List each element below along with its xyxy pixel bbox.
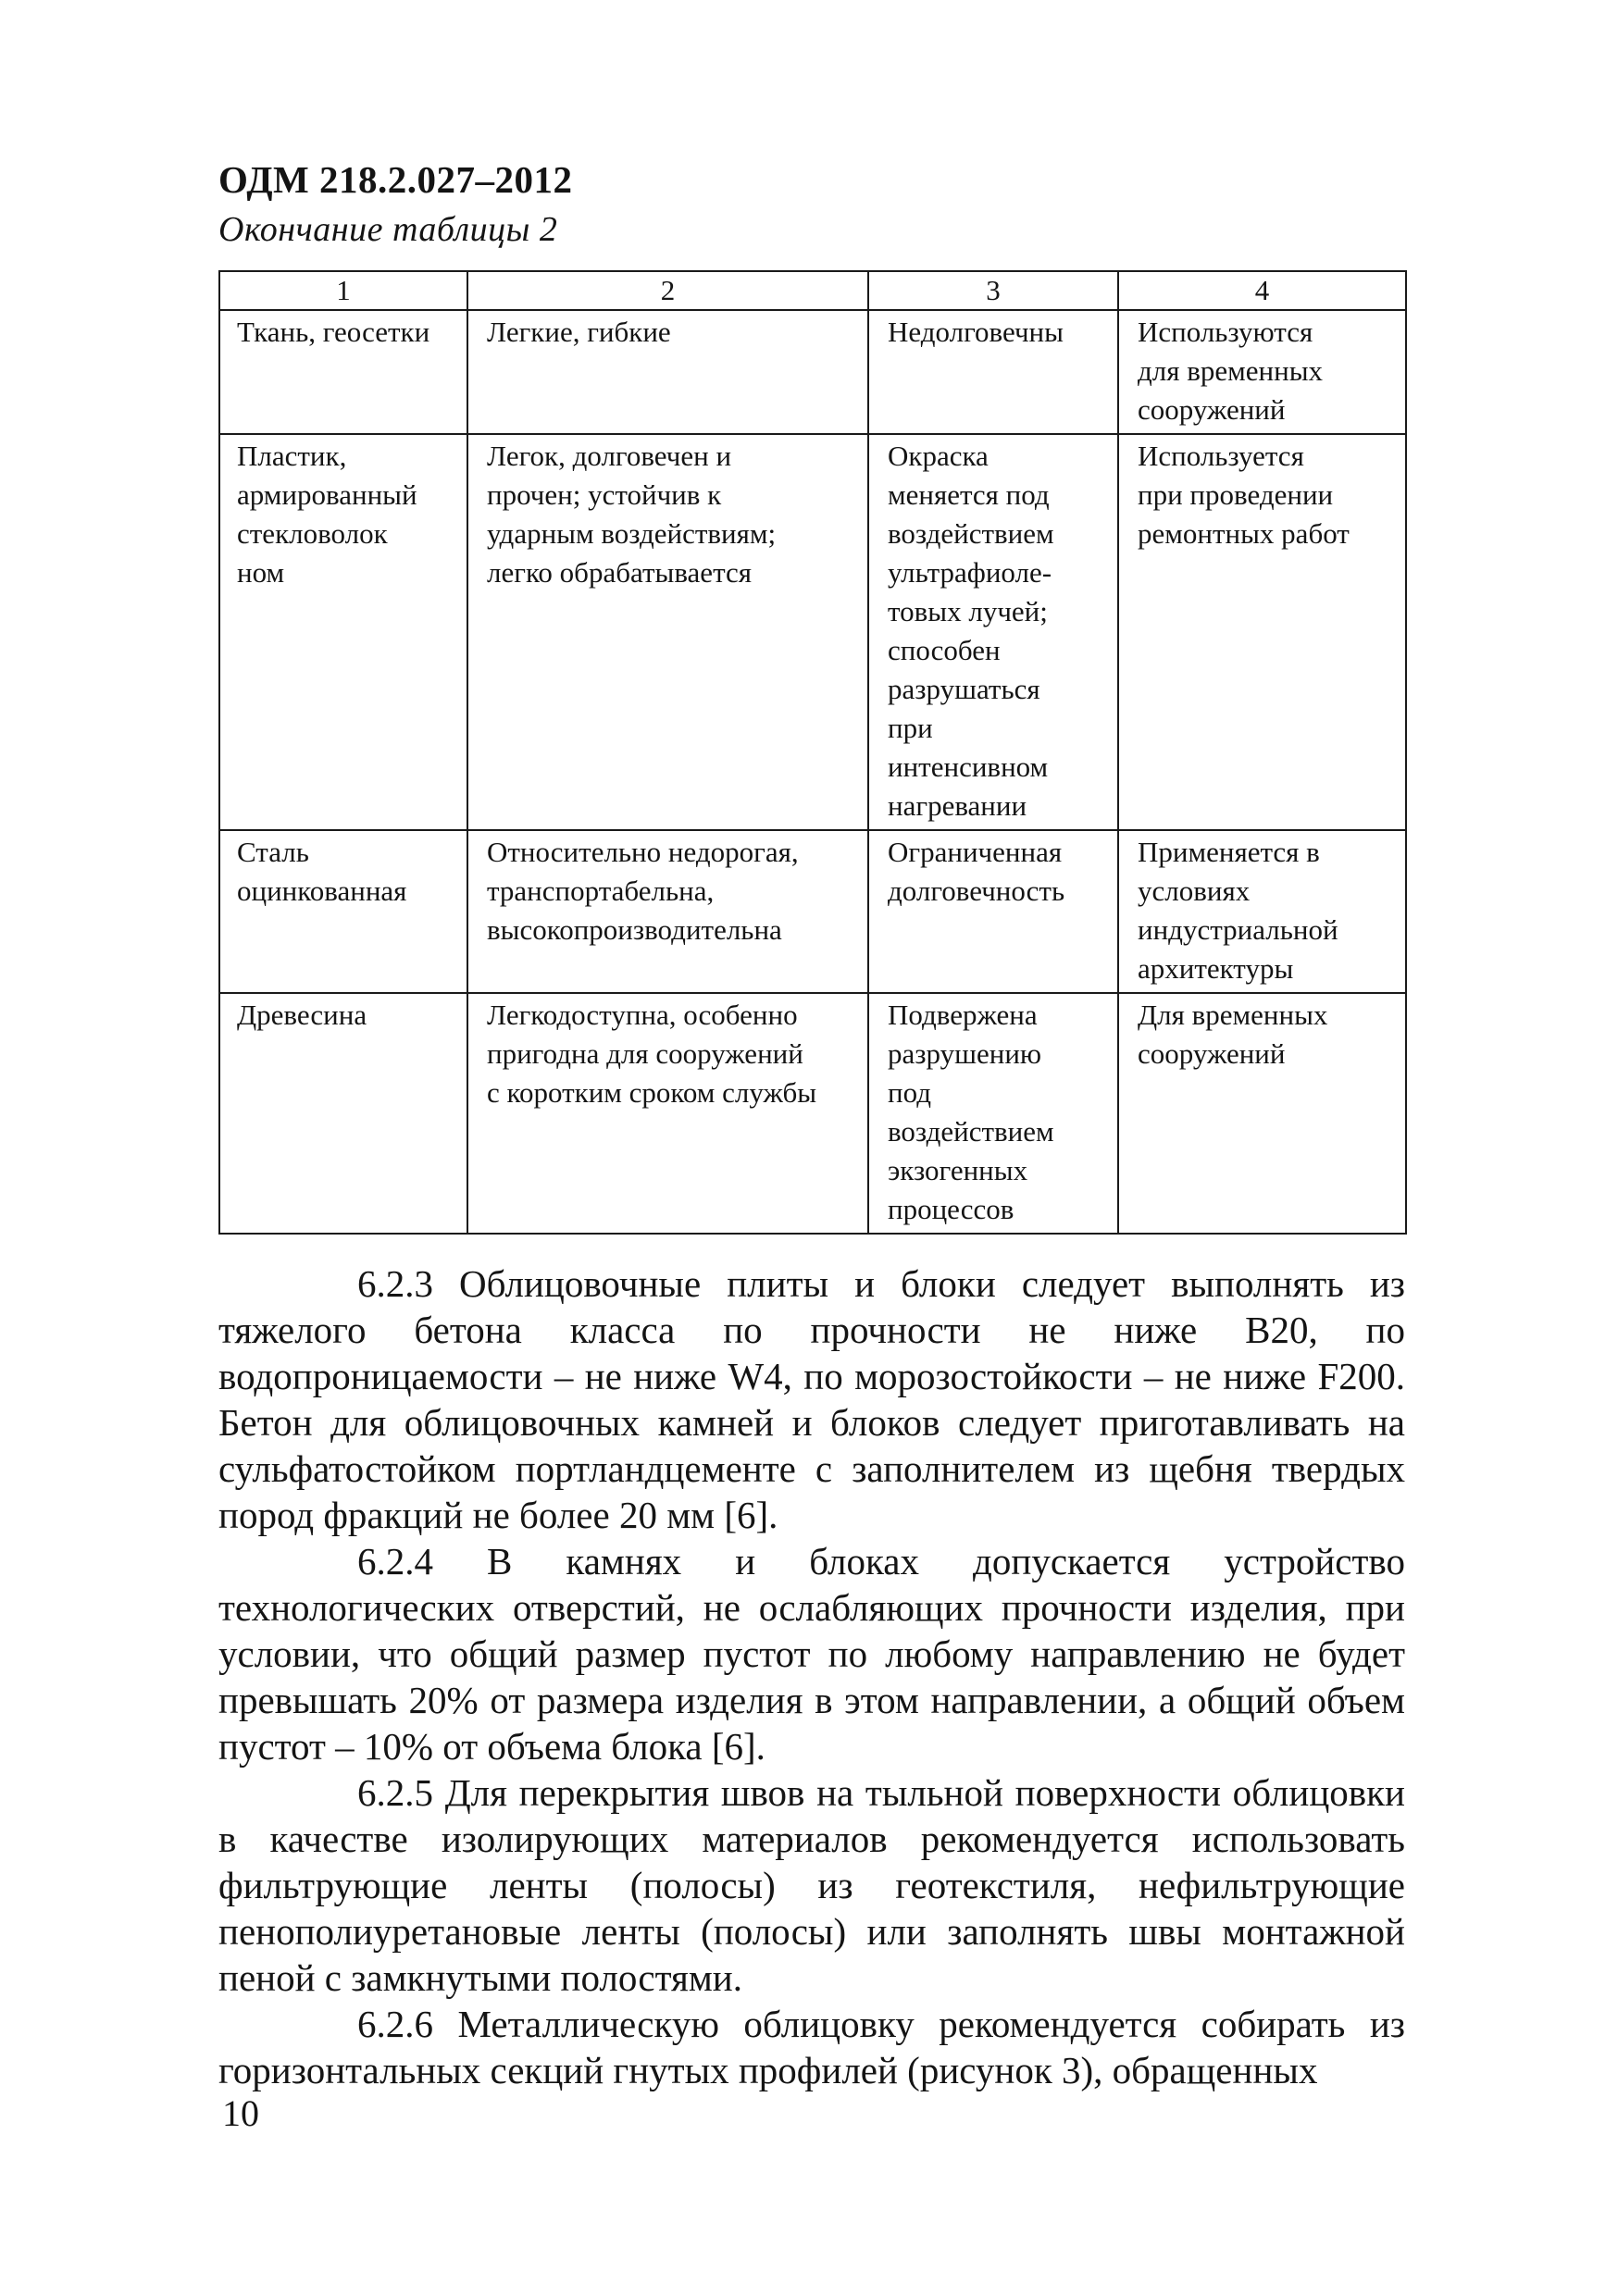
paragraph-6-2-4: 6.2.4 В камнях и блоках допускается устройство технологических отверстий, не ослабляющих прочности изделия, при условии, что общий размер пустот по любому направлению не будет превышать 20% от размера изделия в этом направлении, а общий объем пустот – 10% от объема блока [6]. xyxy=(218,1540,1405,1768)
application-cell: Используются для временных сооружений xyxy=(1138,316,1324,426)
column-number: 3 xyxy=(868,271,1118,310)
table-row xyxy=(219,310,1406,434)
properties-cell: Легкодоступна, особенно пригодна для сооружений с коротким сроком службы xyxy=(487,999,817,1109)
document-code: ОДМ 218.2.027–2012 xyxy=(218,158,573,201)
column-number: 2 xyxy=(467,271,868,310)
application-cell: Применяется в условиях индустриальной архитектуры xyxy=(1138,836,1338,985)
column-number: 1 xyxy=(219,271,467,310)
properties-cell: Относительно недорогая, транспортабельна, высокопроизводительна xyxy=(487,836,799,946)
application-cell: Для временных сооружений xyxy=(1138,999,1328,1070)
paragraph-6-2-5: 6.2.5 Для перекрытия швов на тыльной поверхности облицовки в качестве изолирующих материалов рекомендуется использовать фильтрующие ленты (полосы) из геотекстиля, нефильтрующие пенополиуретановые ленты (полосы) или заполнять швы монтажной пеной с замкнутыми полостями. xyxy=(218,1771,1405,1999)
paragraph-6-2-6: 6.2.6 Металлическую облицовку рекомендуется собирать из горизонтальных секций гнутых профилей (рисунок 3), обращенных xyxy=(218,2003,1405,2091)
paragraph-6-2-3: 6.2.3 Облицовочные плиты и блоки следует выполнять из тяжелого бетона класса по прочности не ниже В20, по водопроницаемости – не ниже W4, по морозостойкости – не ниже F200. Бетон для облицовочных камней и блоков следует приготавливать на сульфатостойком портландцементе с заполнителем из щебня твердых пород фракций не более 20 мм [6]. xyxy=(218,1262,1405,1536)
body-text xyxy=(218,1260,1405,2093)
table-row xyxy=(219,434,1406,830)
properties-cell: Легок, долговечен и прочен; устойчив к ударным воздействиям; легко обрабатывается xyxy=(487,440,777,589)
column-number: 4 xyxy=(1118,271,1406,310)
materials-table xyxy=(218,270,1407,1235)
material-cell: Пластик, армированный стекловолок ном xyxy=(237,440,417,589)
durability-cell: Недолговечны xyxy=(888,316,1064,348)
material-cell: Сталь оцинкованная xyxy=(237,836,407,907)
page-number: 10 xyxy=(222,2092,259,2134)
durability-cell: Ограниченная долговечность xyxy=(888,836,1065,907)
table-row xyxy=(219,993,1406,1234)
material-cell: Древесина xyxy=(237,999,367,1031)
column-number-row xyxy=(219,271,1406,310)
properties-cell: Легкие, гибкие xyxy=(487,316,671,348)
table-row xyxy=(219,830,1406,993)
material-cell: Ткань, геосетки xyxy=(237,316,430,348)
durability-cell: Окраска меняется под воздействием ультрафиоле- товых лучей; способен разрушаться при интенсивном нагревании xyxy=(888,440,1054,822)
application-cell: Используется при проведении ремонтных работ xyxy=(1138,440,1350,550)
table-caption: Окончание таблицы 2 xyxy=(218,210,558,249)
durability-cell: Подвержена разрушению под воздействием экзогенных процессов xyxy=(888,999,1054,1225)
